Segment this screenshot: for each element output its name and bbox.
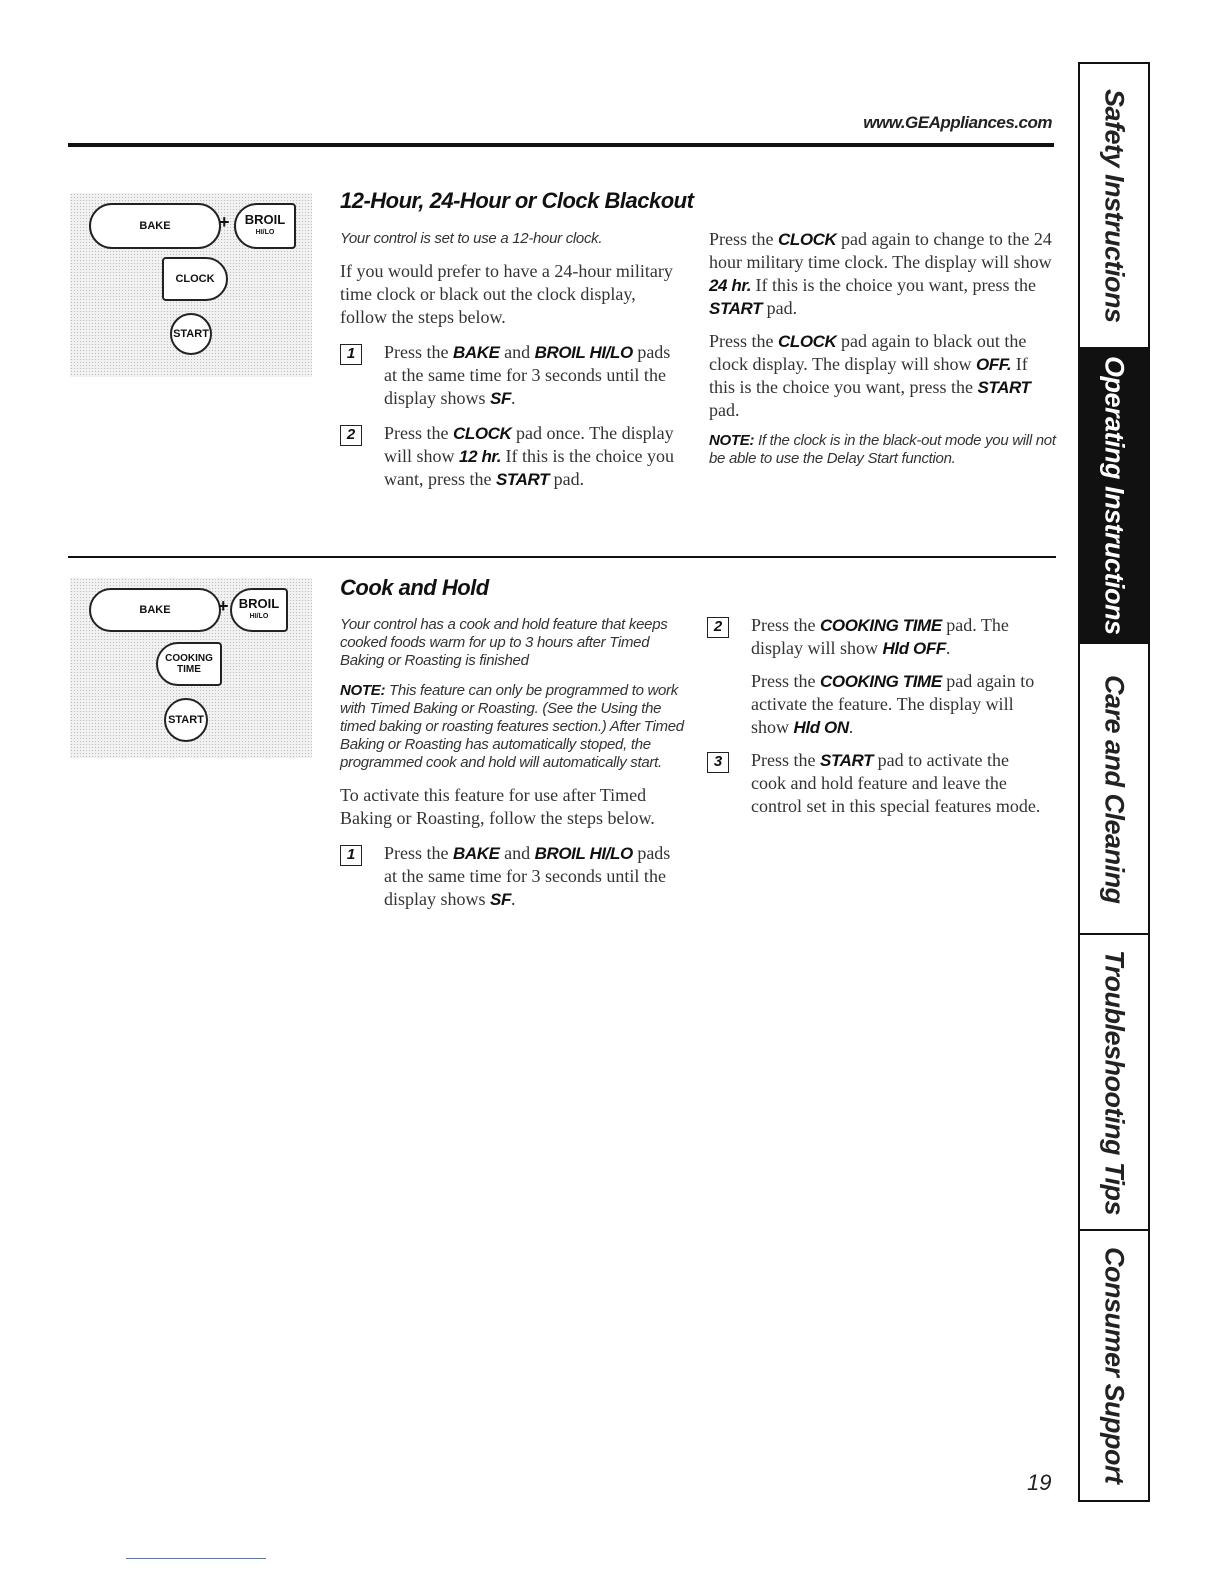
cook-hold-note: NOTE: This feature can only be programmed to work with Timed Baking or Roasting. (See the Using the timed baking or roasting features section.) After Timed Baking or Roasting has automatically stoped, the programmed cook and hold will automatically start. bbox=[340, 682, 684, 771]
step-number-1: 1 bbox=[340, 845, 362, 866]
bake-pad: BAKE bbox=[89, 588, 221, 632]
plus-sign: + bbox=[218, 596, 229, 616]
cook-hold-lead: To activate this feature for use after Timed Baking or Roasting, follow the steps below. bbox=[340, 785, 655, 828]
tab-consumer-support[interactable]: Consumer Support bbox=[1099, 1247, 1130, 1484]
plus-sign: + bbox=[219, 212, 230, 232]
broil-sub-label: HI/LO bbox=[249, 613, 269, 620]
clock-24hr-paragraph: Press the CLOCK pad again to change to the 24 hour military time clock. The display will show 24 hr. If this is the choice you want, press the START pad. bbox=[709, 229, 1052, 318]
broil-hi-lo-pad bbox=[230, 588, 288, 632]
cooking-time-pad bbox=[156, 642, 222, 686]
step-number-1: 1 bbox=[340, 344, 362, 365]
clock-pad: CLOCK bbox=[162, 257, 228, 301]
tab-care-and-cleaning[interactable]: Care and Cleaning bbox=[1099, 674, 1130, 904]
control-panel-illustration-clock bbox=[70, 193, 312, 377]
control-panel-illustration-cook-hold bbox=[70, 578, 312, 758]
cook-hold-intro: Your control has a cook and hold feature that keeps cooked foods warm for up to 3 hours after Timed Baking or Roasting is finished bbox=[340, 616, 668, 669]
broil-label: BROIL bbox=[244, 212, 286, 227]
clock-intro: Your control is set to use a 12-hour clock. bbox=[340, 230, 603, 247]
cook-hold-step-2: 2 Press the COOKING TIME pad. The display will show Hld OFF. bbox=[707, 614, 1047, 660]
tab-safety-instructions[interactable]: Safety Instructions bbox=[1099, 88, 1130, 323]
tab-troubleshooting-tips[interactable]: Troubleshooting Tips bbox=[1099, 950, 1130, 1215]
step-number-3: 3 bbox=[707, 752, 729, 773]
time-label: TIME bbox=[177, 664, 201, 675]
broil-sub-label: HI/LO bbox=[255, 229, 275, 236]
cook-hold-step-1: 1 Press the BAKE and BROIL HI/LO pads at the same time for 3 seconds until the display shows SF. bbox=[340, 842, 685, 911]
clock-step-2: 2 Press the CLOCK pad once. The display will show 12 hr. If this is the choice you want, press the START pad. bbox=[340, 422, 685, 491]
note-label: NOTE: bbox=[340, 682, 386, 699]
broil-hi-lo-pad bbox=[234, 203, 296, 249]
note-label: NOTE: bbox=[709, 432, 755, 449]
clock-blackout-paragraph: Press the CLOCK pad again to black out the clock display. The display will show OFF. If this is the choice you want, press the START pad. bbox=[709, 331, 1031, 420]
broil-label: BROIL bbox=[238, 596, 280, 611]
footer-line bbox=[126, 1558, 266, 1559]
header-rule bbox=[68, 143, 1054, 147]
cook-hold-step-3: 3 Press the START pad to activate the cook and hold feature and leave the control set in this special features mode. bbox=[707, 749, 1047, 818]
start-pad: START bbox=[164, 698, 208, 742]
step-number-2: 2 bbox=[340, 425, 362, 446]
header-url: www.GEAppliances.com bbox=[863, 113, 1052, 132]
section-title-clock: 12-Hour, 24-Hour or Clock Blackout bbox=[340, 188, 694, 213]
clock-step-1: 1 Press the BAKE and BROIL HI/LO pads at the same time for 3 seconds until the display shows SF. bbox=[340, 341, 685, 410]
section-title-cook-hold: Cook and Hold bbox=[340, 575, 489, 600]
step-number-2: 2 bbox=[707, 617, 729, 638]
tab-operating-instructions[interactable]: Operating Instructions bbox=[1080, 347, 1148, 644]
section-tabs bbox=[1078, 62, 1150, 1502]
section-divider bbox=[68, 556, 1056, 558]
cook-hold-step-2-continued: Press the COOKING TIME pad again to activate the feature. The display will show Hld ON. bbox=[751, 671, 1035, 737]
cooking-label: COOKING bbox=[165, 653, 213, 664]
bake-pad: BAKE bbox=[89, 203, 221, 249]
clock-lead: If you would prefer to have a 24-hour military time clock or black out the clock display, follow the steps below. bbox=[340, 261, 673, 327]
page-number: 19 bbox=[1027, 1470, 1052, 1495]
start-pad: START bbox=[170, 313, 212, 355]
clock-note: NOTE: If the clock is in the black-out mode you will not be able to use the Delay Start function. bbox=[709, 432, 1056, 467]
